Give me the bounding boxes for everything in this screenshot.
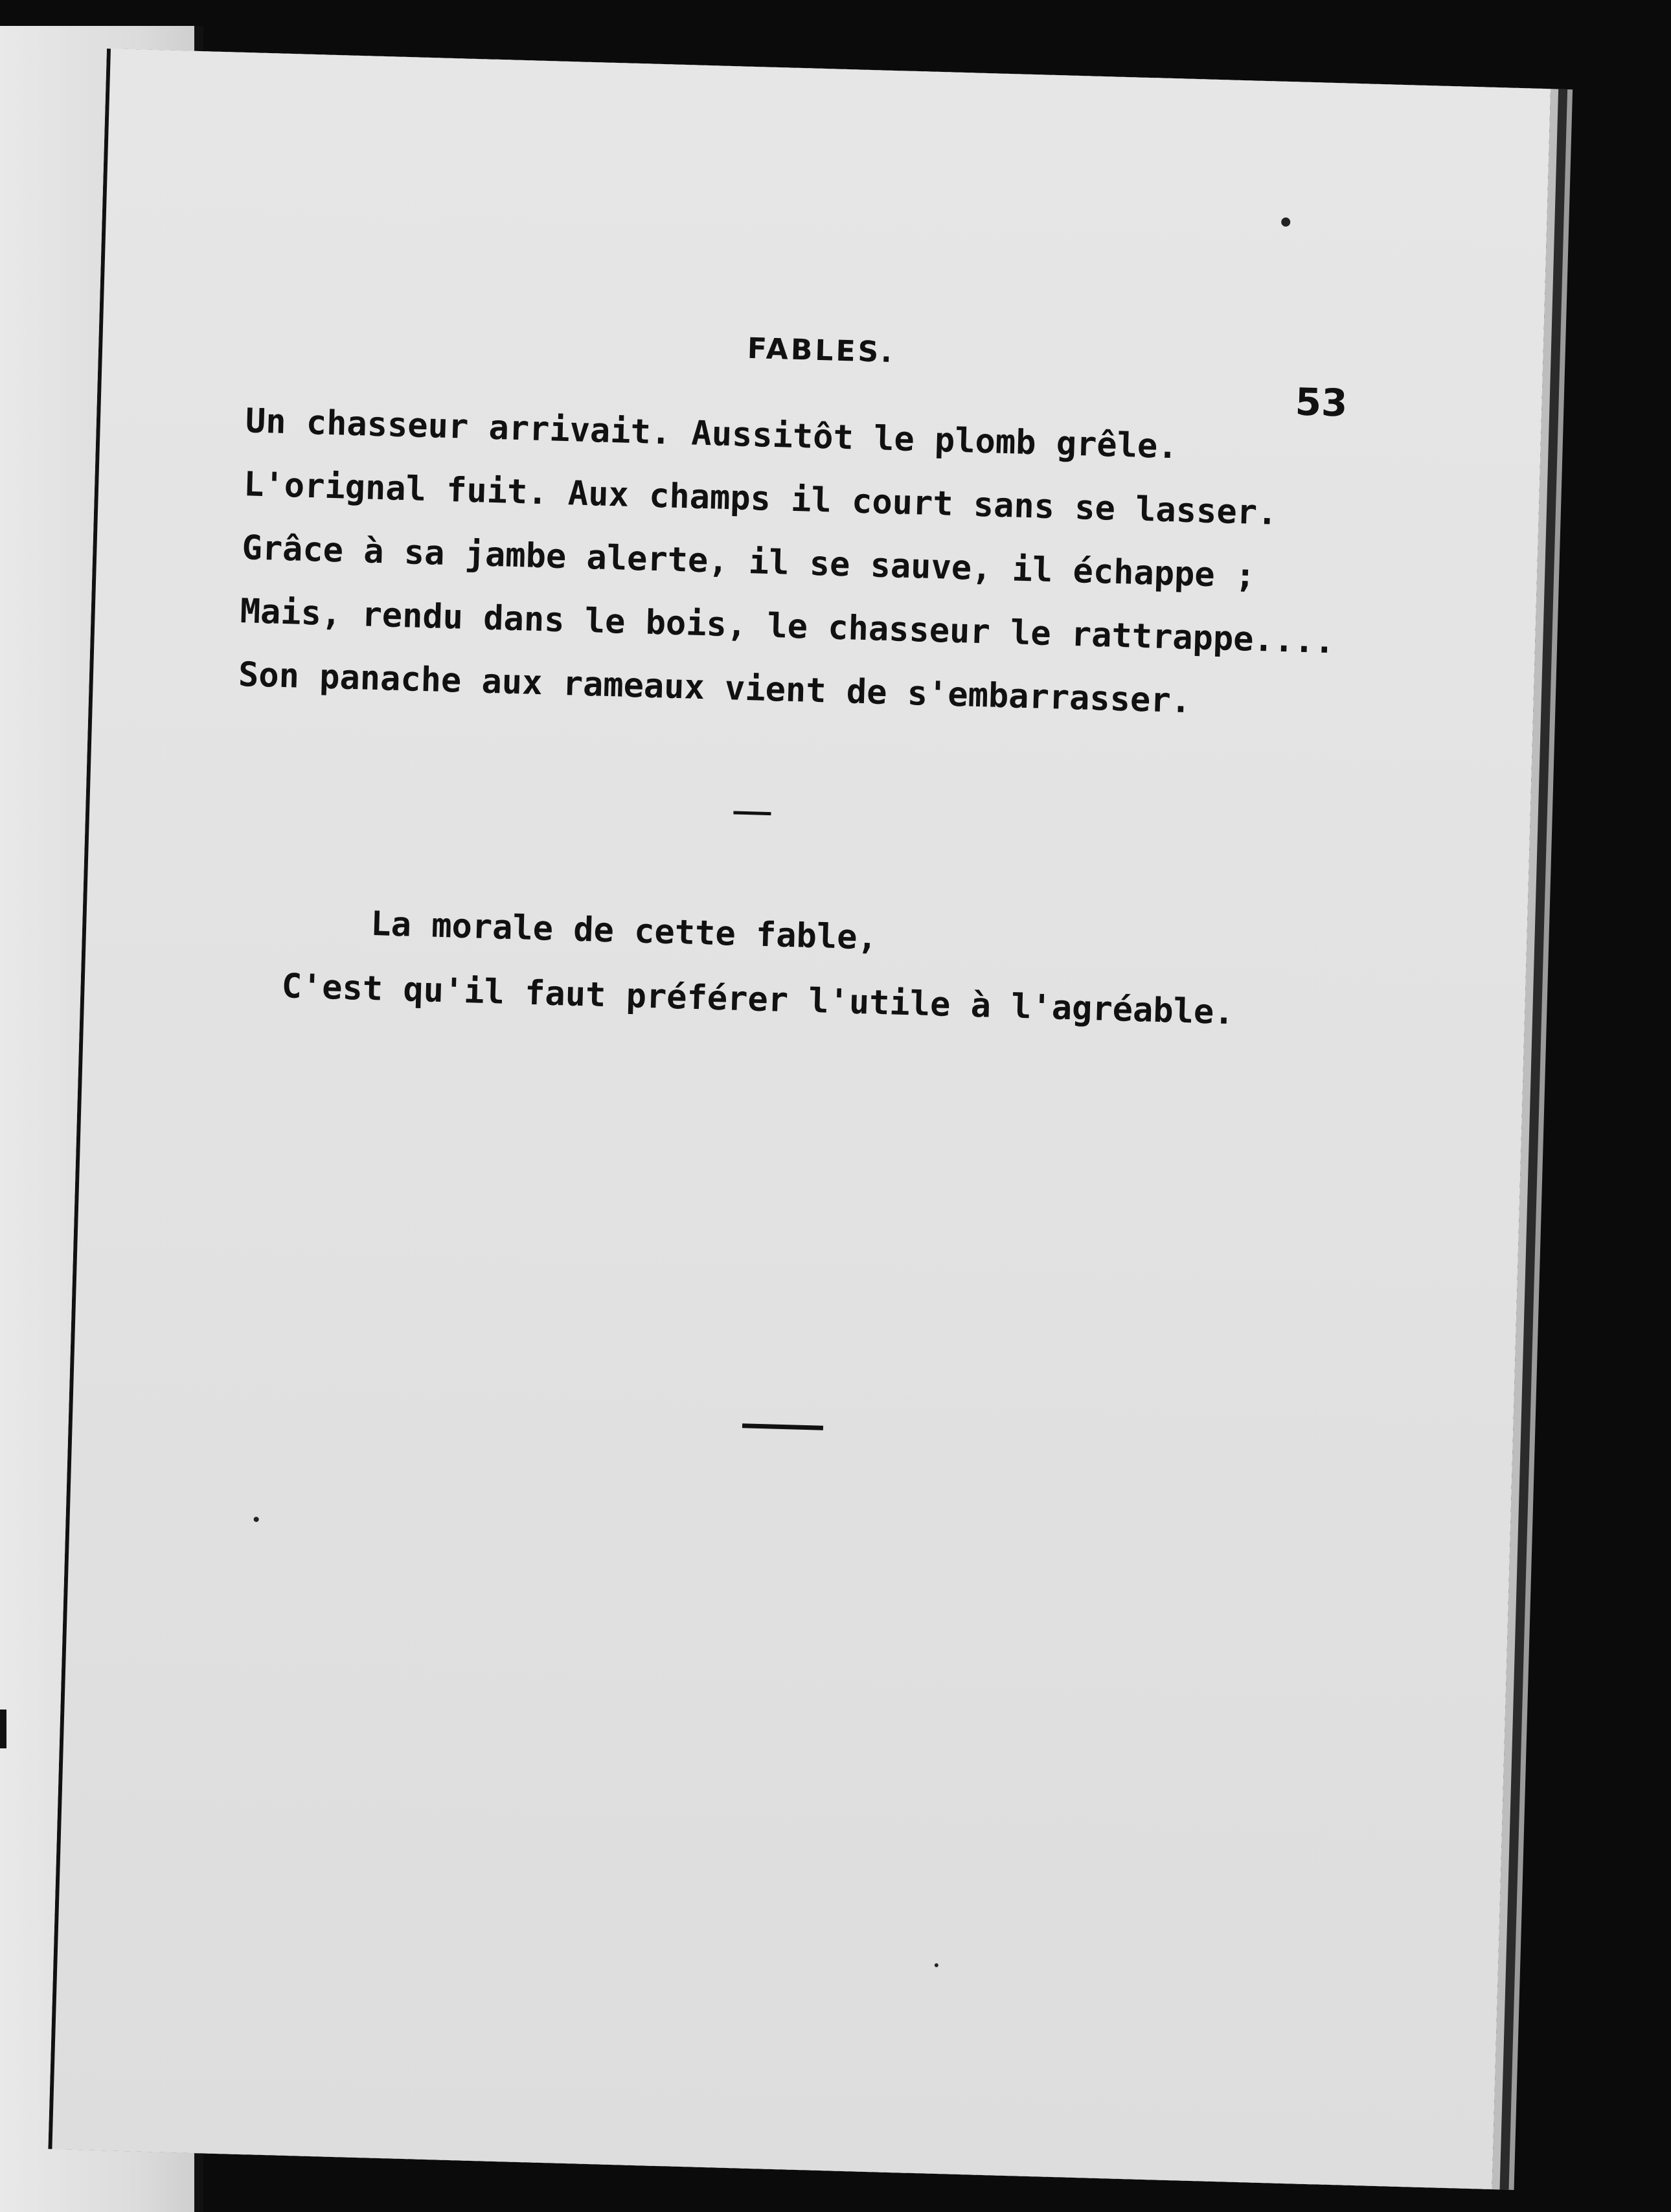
verse-line: Son panache aux rameaux vient de s'embarrasser. [238, 655, 1192, 721]
verse-stanza [238, 389, 1477, 741]
ink-speck [254, 1517, 259, 1522]
paper-specks [107, 49, 1551, 89]
verse-line: Grâce à sa jambe alerte, il se sauve, il échappe ; [241, 528, 1256, 596]
moral-line: La morale de cette fable, [370, 904, 878, 958]
page-number: 53 [1294, 379, 1348, 425]
verse-line: L'orignal fuit. Aux champs il court sans se lasser. [243, 465, 1279, 533]
ink-speck [935, 1963, 938, 1967]
book-page [48, 49, 1551, 2189]
verse-line: Mais, rendu dans le bois, le chasseur le rattrappe.... [239, 592, 1336, 662]
ink-speck [1281, 218, 1290, 227]
moral-block [280, 889, 1449, 1051]
moral-line: C'est qu'il faut préférer l'utile à l'agréable. [280, 967, 1235, 1033]
running-head: FABLES. [747, 332, 895, 370]
verse-line: Un chasseur arrivait. Aussitôt le plomb grêle. [245, 401, 1179, 467]
end-rule [742, 1423, 823, 1430]
page-edge-mark [0, 1710, 6, 1748]
section-divider [733, 811, 771, 815]
